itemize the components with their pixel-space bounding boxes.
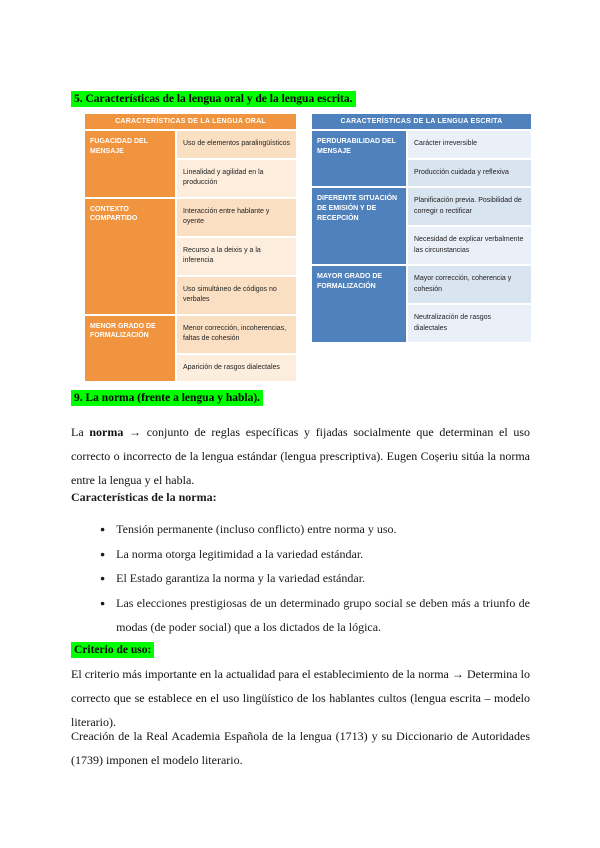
list-item xyxy=(100,591,530,640)
comparison-tables xyxy=(85,114,531,381)
table-cell: Planificación previa. Posibilidad de corregir o rectificar xyxy=(408,188,531,225)
norma-intro-pre: La xyxy=(71,425,90,439)
table-cell: Recurso a la deixis y a la inferencia xyxy=(177,238,296,275)
table-lengua-oral xyxy=(85,114,296,381)
criterio-heading-wrap xyxy=(71,640,154,658)
caracteristicas-norma-heading: Características de la norma: xyxy=(71,490,217,504)
table-cell: Menor corrección, incoherencias, faltas de cohesión xyxy=(177,316,296,353)
table-row xyxy=(312,188,531,264)
table-lengua-escrita xyxy=(312,114,531,342)
table-row xyxy=(85,131,296,197)
norma-bullet-list xyxy=(100,517,530,640)
oral-items-fugacidad xyxy=(177,131,296,197)
paragraph-criterio: El criterio más importante en la actualidad para el establecimiento de la norma → Determina lo correcto que se establece en el uso lingüístico de los hablantes cultos (lengua escrita – modelo literario). xyxy=(71,667,530,729)
table-cell: Mayor corrección, coherencia y cohesión xyxy=(408,266,531,303)
table-cell: Necesidad de explicar verbalmente las circunstancias xyxy=(408,227,531,264)
list-item xyxy=(100,542,530,567)
bullet-text: Las elecciones prestigiosas de un determinado grupo social se deben más a triunfo de modas (de poder social) que a los dictados de la lógica. xyxy=(116,595,530,634)
table-row xyxy=(312,266,531,342)
table-cell: Neutralización de rasgos dialectales xyxy=(408,305,531,342)
oral-category-fugacidad: FUGACIDAD DEL MENSAJE xyxy=(85,131,175,197)
bullet-icon: ● xyxy=(100,573,106,583)
table-lengua-oral-title: CARACTERÍSTICAS DE LA LENGUA ORAL xyxy=(85,114,296,129)
bullet-icon: ● xyxy=(100,597,106,608)
paragraph-norma-definition xyxy=(71,420,530,492)
bullet-text: La norma otorga legitimidad a la variedad estándar. xyxy=(116,546,364,561)
section-5-heading-wrap xyxy=(71,89,356,107)
escrita-category-situacion: DIFERENTE SITUACIÓN DE EMISIÓN Y DE RECEPCIÓN xyxy=(312,188,406,264)
bullet-icon: ● xyxy=(100,548,106,559)
escrita-items-situacion xyxy=(408,188,531,264)
paragraph-rae: Creación de la Real Academia Española de la lengua (1713) y su Diccionario de Autoridades (1739) imponen el modelo literario. xyxy=(71,729,530,767)
table-cell: Uso de elementos paralingüísticos xyxy=(177,131,296,158)
table-row xyxy=(85,199,296,314)
oral-items-contexto xyxy=(177,199,296,314)
criterio-heading: Criterio de uso: xyxy=(71,642,154,658)
oral-items-formalizacion xyxy=(177,316,296,382)
table-cell: Interacción entre hablante y oyente xyxy=(177,199,296,236)
oral-category-formalizacion: MENOR GRADO DE FORMALIZACIÓN xyxy=(85,316,175,382)
escrita-category-perdurabilidad: PERDURABILIDAD DEL MENSAJE xyxy=(312,131,406,186)
table-row xyxy=(85,316,296,382)
table-cell: Linealidad y agilidad en la producción xyxy=(177,160,296,197)
section-9-heading-wrap xyxy=(71,388,263,406)
table-cell: Uso simultáneo de códigos no verbales xyxy=(177,277,296,314)
table-lengua-escrita-title: CARACTERÍSTICAS DE LA LENGUA ESCRITA xyxy=(312,114,531,129)
table-row xyxy=(312,131,531,186)
oral-category-contexto: CONTEXTO COMPARTIDO xyxy=(85,199,175,314)
norma-term-bold: norma xyxy=(89,425,124,439)
escrita-category-formalizacion: MAYOR GRADO DE FORMALIZACIÓN xyxy=(312,266,406,342)
list-item xyxy=(100,566,530,591)
table-cell: Aparición de rasgos dialectales xyxy=(177,355,296,382)
list-item xyxy=(100,517,530,542)
table-cell: Producción cuidada y reflexiva xyxy=(408,160,531,187)
bullet-text: El Estado garantiza la norma y la variedad estándar. xyxy=(116,571,366,585)
section-9-heading: 9. La norma (frente a lengua y habla). xyxy=(71,390,263,406)
norma-intro-rest: → conjunto de reglas específicas y fijadas socialmente que determinan el uso correcto o incorrecto de la lengua estándar (lengua prescriptiva). Eugen Coșeriu sitúa la norma entre la lengua y el habla. xyxy=(71,425,531,487)
escrita-items-perdurabilidad xyxy=(408,131,531,186)
escrita-items-formalizacion xyxy=(408,266,531,342)
table-cell: Carácter irreversible xyxy=(408,131,531,158)
bullet-icon: ● xyxy=(100,524,106,534)
bullet-text: Tensión permanente (incluso conflicto) entre norma y uso. xyxy=(116,522,397,536)
section-5-heading: 5. Características de la lengua oral y de la lengua escrita. xyxy=(71,91,356,107)
